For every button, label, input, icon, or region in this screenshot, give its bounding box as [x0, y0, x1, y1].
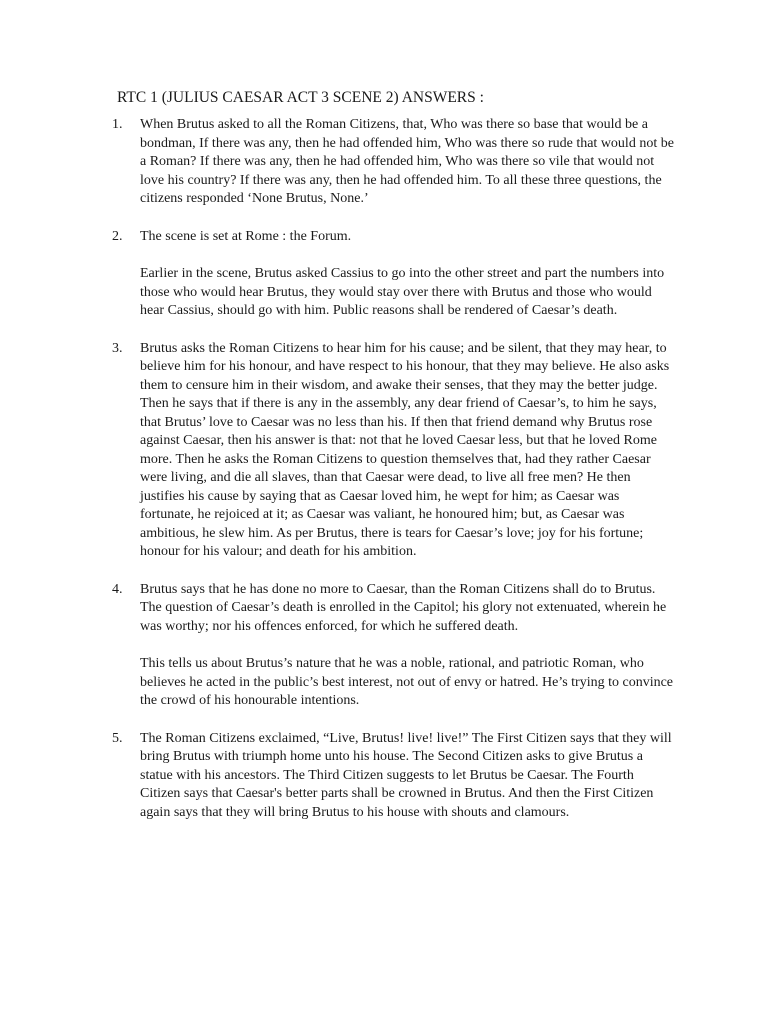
answer-paragraph: Brutus says that he has done no more to Caesar, than the Roman Citizens shall do to Brutus. The question of Caesar’s death is enrolled in the Capitol; his glory not extenuated, wherein he was worthy; nor his offences enforced, for which he suffered death. [140, 581, 667, 634]
answer-paragraph: The Roman Citizens exclaimed, “Live, Brutus! live! live!” The First Citizen says that they will bring Brutus with triumph home unto his house. The Second Citizen asks to give Brutus a statue with his ancestors. The Third Citizen suggests to let Brutus be Caesar. The Fourth Citizen says that Caesar's better parts shall be crowned in Brutus. And then the First Citizen again says that they will bring Brutus to his house with shouts and clamours. [140, 730, 672, 820]
answer-item-2 [112, 228, 676, 321]
answer-item-5 [112, 730, 676, 823]
document-title: RTC 1 (JULIUS CAESAR ACT 3 SCENE 2) ANSWERS : [117, 89, 484, 106]
answer-item-4 [112, 581, 676, 711]
answer-number: 5. [112, 730, 123, 746]
answer-number: 2. [112, 228, 123, 244]
answer-paragraph: When Brutus asked to all the Roman Citizens, that, Who was there so base that would be a bondman, If there was any, then he had offended him, Who was there so rude that would not be a Roman? If there was any, then he had offended him, Who was there so vile that would not love his country? If there was any, then he had offended him. To all these three questions, the citizens responded ‘None Brutus, None.’ [140, 117, 674, 206]
answer-number: 3. [112, 340, 123, 356]
answer-paragraph: The scene is set at Rome : the Forum. [140, 228, 352, 244]
answer-item-1 [112, 116, 676, 209]
answer-number: 4. [112, 581, 123, 597]
answer-paragraph: This tells us about Brutus’s nature that he was a noble, rational, and patriotic Roman, who believes he acted in the public’s best interest, not out of envy or hatred. He’s trying to convince the crowd of his honourable intentions. [140, 656, 674, 708]
answer-paragraph: Earlier in the scene, Brutus asked Cassius to go into the other street and part the numbers into those who would hear Brutus, they would stay over there with Brutus and those who would hear Cassius, should go with him. Public reasons shall be rendered of Caesar’s death. [140, 266, 665, 318]
answer-item-3 [112, 340, 676, 562]
answer-paragraph: Brutus asks the Roman Citizens to hear him for his cause; and be silent, that they may hear, to believe him for his honour, and have respect to his honour, that they may believe. He also asks them to censure him in their wisdom, and awake their senses, that they may the better judge. Then he says that if there is any in the assembly, any dear friend of Caesar’s, to him he says, that Brutus’ love to Caesar was no less than his. If then that friend demand why Brutus rose against Caesar, then his answer is that: not that he loved Caesar less, but that he loved Rome more. Then he asks the Roman Citizens to question themselves that, had they rather Caesar were living, and die all slaves, than that Caesar were dead, to live all free men? He then justifies his cause by saying that as Caesar loved him, he wept for him; as Caesar was fortunate, he rejoiced at it; as Caesar was valiant, he honoured him; but, as Caesar was ambitious, he slew him. As per Brutus, there is tears for Caesar’s love; joy for his fortune; honour for his valour; and death for his ambition. [140, 340, 670, 559]
answer-number: 1. [112, 117, 123, 132]
answers-list [112, 116, 676, 841]
